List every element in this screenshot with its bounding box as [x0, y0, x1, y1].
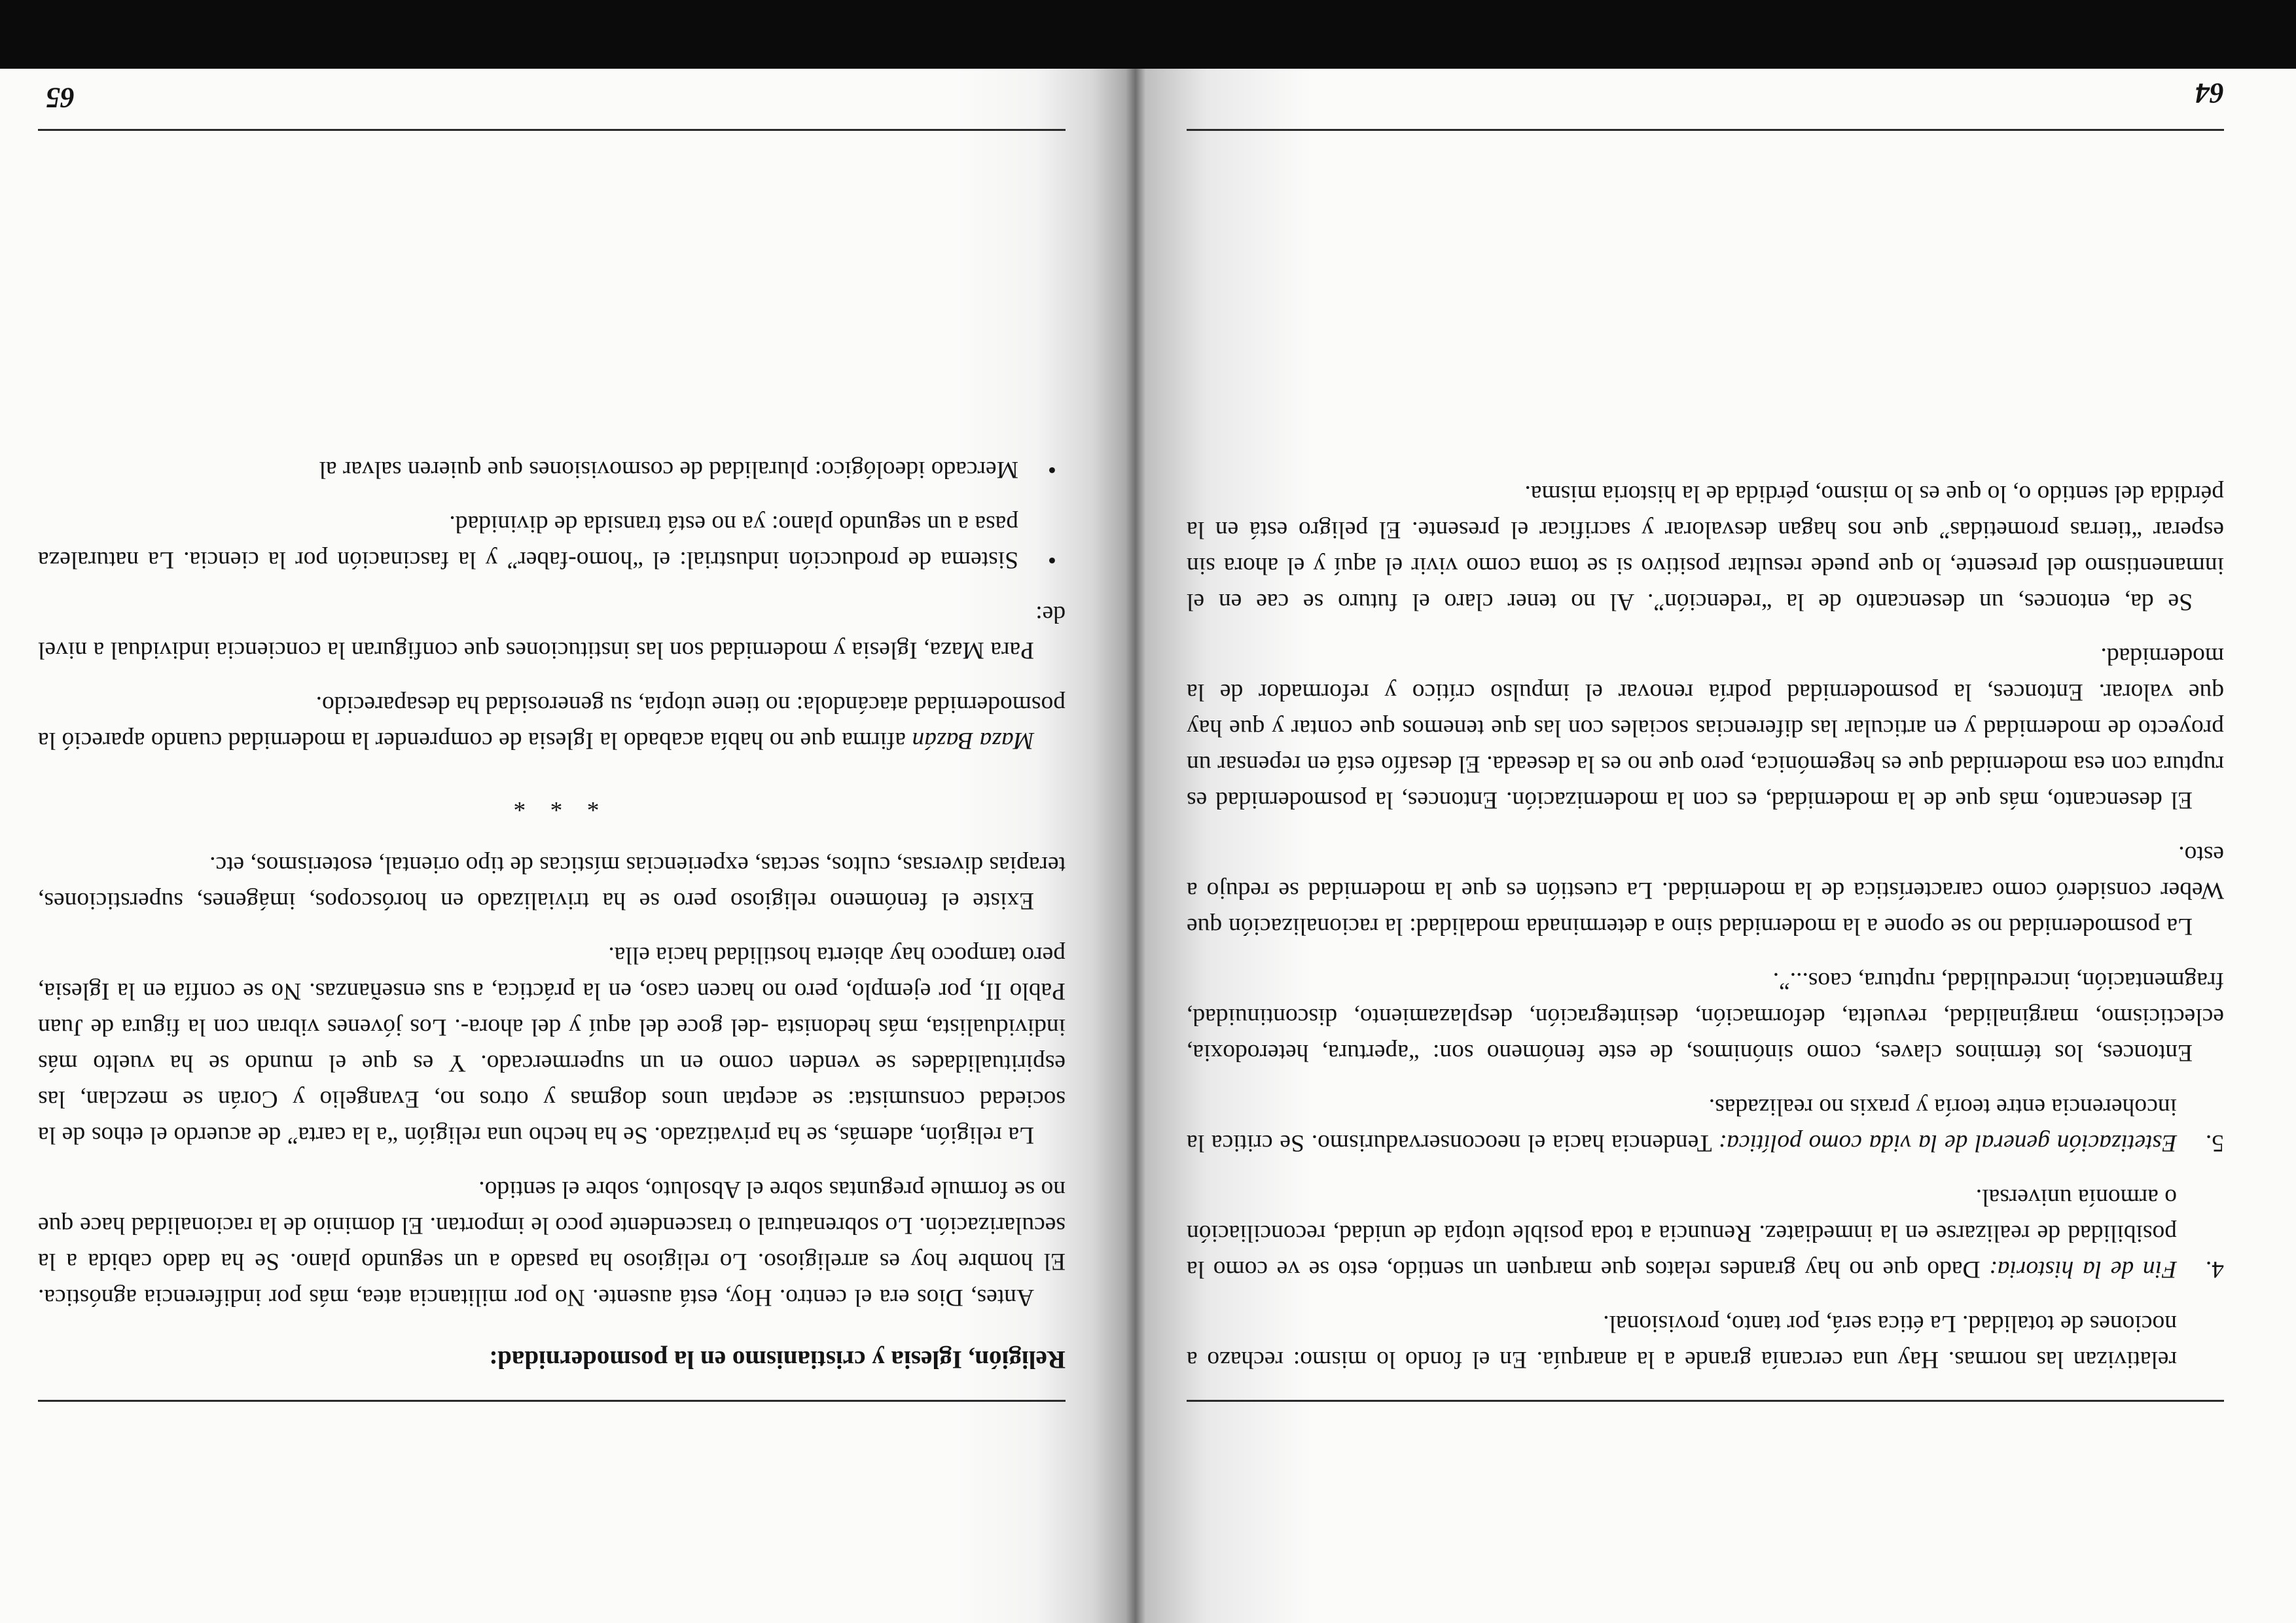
- header-rule-top: [38, 129, 1066, 131]
- paragraph: La posmodernidad no se opone a la modernidad sino a determinada modalidad: la racionalización que Weber consideró como característica de la modernidad. La cuestión es que la modernidad se redujo a esto.: [1187, 841, 2224, 940]
- carryover-paragraph: relativizan las normas. Hay una cercanía grande a la anarquía. En el fondo lo mismo: rechazo a nociones de totalidad. La ética será, por tanto, provisional.: [1187, 1310, 2177, 1373]
- paragraph: El desencanto, más que de la modernidad, es con la modernización. Entonces, la posmodernidad es ruptura con esa modernidad que es hegemónica, pero que no es la deseada. El desafío está en repensar un proyecto de modernidad y en articular las diferencias sociales con las que tenemos que contar y que hay que valorar. Entonces, la posmodernidad podría renovar el impulso crítico y reformador de la modernidad.: [1187, 643, 2224, 813]
- list-item-4: [1187, 1179, 2224, 1287]
- page-64: [1138, 0, 2296, 1623]
- page-65: [0, 0, 1138, 1623]
- bullet-item: [38, 506, 1066, 578]
- item-label: Fin de la historia:: [1989, 1256, 2177, 1283]
- item-number: 4.: [2205, 1256, 2224, 1283]
- bullet-icon: •: [1047, 546, 1056, 573]
- paragraph: Para Maza, Iglesia y modernidad son las instituciones que configuran la conciencia individual a nivel de:: [38, 601, 1066, 664]
- bullet-text: Mercado ideológico: pluralidad de cosmovisiones que quieren salvar al: [319, 456, 1018, 483]
- page-number: 64: [2195, 77, 2224, 109]
- section-heading: Religión, Iglesia y cristianismo en la posmodernidad:: [489, 1346, 1066, 1374]
- item-text: Tendencia hacia el neoconservadurismo. Se critica la incoherencia entre teoría y praxis no realizadas.: [1187, 1094, 2177, 1156]
- section-separator: * * *: [504, 789, 600, 816]
- bullet-item: [38, 452, 1066, 488]
- paragraph: [38, 687, 1066, 758]
- scan-shadow: [0, 0, 2296, 69]
- book-gutter: [1126, 0, 1145, 1623]
- footer-rule: [1187, 1400, 2224, 1402]
- item-label: Estetización general de la vida como política:: [1718, 1130, 2177, 1156]
- page-number: 65: [46, 82, 75, 114]
- paragraph: Existe el fenómeno religioso pero se ha trivializado en horóscopos, imágenes, supersticiones, terapias diversas, cultos, sectas, experiencias místicas de tipo oriental, esoterismos, etc.: [38, 851, 1066, 914]
- text-column: [1187, 476, 2224, 1378]
- text-column: [38, 452, 1066, 1378]
- paragraph: La religión, además, se ha privatizado. Se ha hecho una religión “a la carta” de acuerdo el ethos de la sociedad consumista: se aceptan unos dogmas y otros no, Evangelio y Corán se mezclan, las espiritualidades se venden como en un supermercado. Y es que el mundo se ha vuelto más individualista, más hedonista -del goce del aquí y del ahora-. Los jóvenes vibran con la figura de Juan Pablo II, por ejemplo, pero no hacen caso, en la práctica, a sus enseñanzas. No se confía en la Iglesia, pero tampoco hay abierta hostilidad hacia ella.: [38, 942, 1066, 1149]
- list-item-5: [1187, 1089, 2224, 1161]
- paragraph: Entonces, los términos claves, como sinónimos, de este fenómeno son: “apertura, heterodoxia, eclecticismo, marginalidad, revuelta, deformación, desintegración, desplazamiento, discontinuidad, fragmentación, incredulidad, ruptura, caos...”.: [1187, 967, 2224, 1066]
- item-text: Dado que no hay grandes relatos que marquen un sentido, esto se ve como la posibilidad de realizarse en la inmediatez. Renuncia a toda posible utopía de unidad, reconciliación o armonía universal.: [1187, 1184, 2177, 1283]
- footer-rule: [38, 1400, 1066, 1402]
- paragraph: Antes, Dios era el centro. Hoy, está ausente. No por militancia atea, más por indiferencia agnóstica. El hombre hoy es arreligioso. Lo religioso ha pasado a un segundo plano. Se ha dado cabida a la secularización. Lo sobrenatural o trascendente poco le importan. El dominio de la racionalidad hace que no se formule preguntas sobre el Absoluto, sobre el sentido.: [38, 1176, 1066, 1311]
- bullet-text: Sistema de producción industrial: el “homo-faber” y la fascinación por la ciencia. La naturaleza pasa a un segundo plano: ya no está transida de divinidad.: [38, 510, 1018, 573]
- paragraph-text: afirma que no había acabado la Iglesia de comprender la modernidad cuando apareció la posmodernidad atacándola: no tiene utopía, su generosidad ha desaparecido.: [38, 691, 1066, 754]
- item-number: 5.: [2205, 1130, 2224, 1156]
- author-name: Maza Bazán: [912, 727, 1034, 754]
- header-rule-top: [1187, 129, 2224, 131]
- paragraph: Se da, entonces, un desencanto de la “redención”. Al no tener claro el futuro se cae en el inmanentismo del presente, lo que puede resultar positivo si se toma como vivir el aquí y el ahora sin esperar “tierras prometidas” que nos hagan desvalorar y sacrificar el presente. El peligro está en la pérdida del sentido o, lo que es lo mismo, pérdida de la historia misma.: [1187, 480, 2224, 615]
- bullet-icon: •: [1047, 456, 1056, 483]
